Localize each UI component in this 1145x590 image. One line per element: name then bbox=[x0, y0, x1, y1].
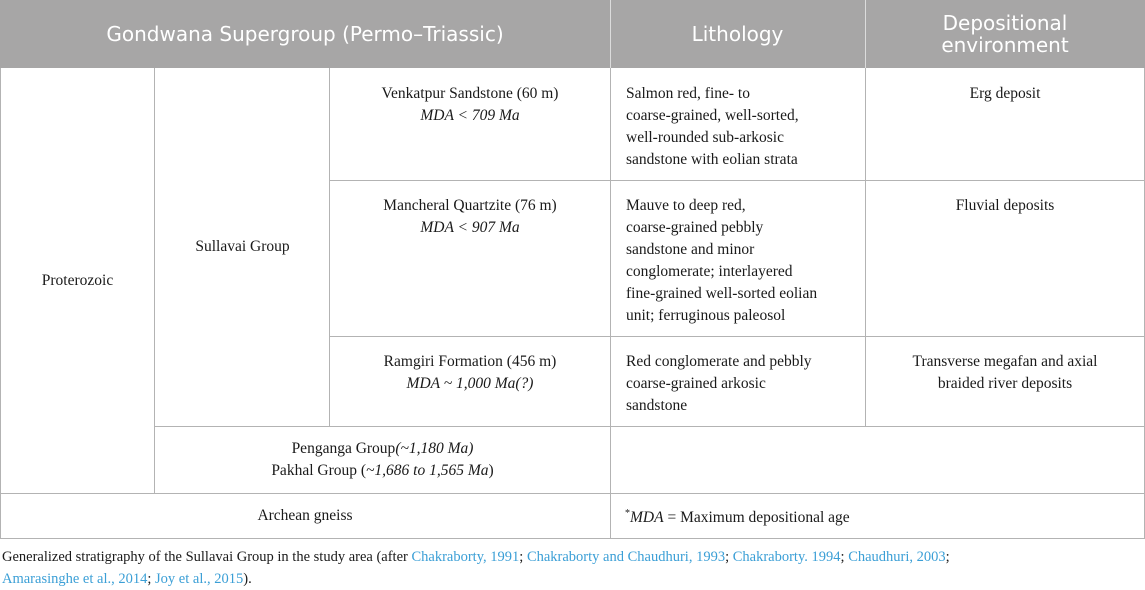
penganga-age: (~1,180 Ma) bbox=[395, 440, 474, 457]
era-cell bbox=[0, 68, 155, 493]
lithology-line: fine-grained well-sorted eolian bbox=[626, 285, 818, 302]
environment-line: Erg deposit bbox=[969, 85, 1041, 102]
lithology-line: Mauve to deep red, bbox=[626, 197, 746, 214]
header-environment-line1: Depositional bbox=[942, 11, 1068, 35]
ref-link[interactable]: Amarasinghe et al., 2014 bbox=[2, 571, 148, 587]
pakhal-name: Pakhal Group ( bbox=[271, 462, 367, 479]
environment-cell-venkatpur bbox=[866, 68, 1144, 180]
caption-suffix: ). bbox=[243, 571, 252, 587]
caption-sep: ; bbox=[519, 549, 527, 565]
header-environment-line2: environment bbox=[941, 33, 1069, 57]
table-caption bbox=[2, 546, 1142, 590]
ref-link[interactable]: Chaudhuri, 2003 bbox=[848, 549, 946, 565]
header-gondwana: Gondwana Supergroup (Permo–Triassic) bbox=[0, 0, 610, 68]
lithology-line: coarse-grained pebbly bbox=[626, 219, 764, 236]
lithology-line: coarse-grained arkosic bbox=[626, 375, 766, 392]
ref-link[interactable]: Chakraborty. 1994 bbox=[732, 549, 841, 565]
unit-name: Venkatpur Sandstone (60 m) bbox=[381, 85, 559, 102]
ref-link[interactable]: Chakraborty, 1991 bbox=[411, 549, 520, 565]
table-border-bottom bbox=[0, 538, 1145, 539]
caption-sep: ; bbox=[840, 549, 849, 565]
header-environment bbox=[865, 0, 1145, 68]
environment-line: Fluvial deposits bbox=[955, 197, 1055, 214]
lithology-line: sandstone and minor bbox=[626, 241, 755, 258]
unit-cell-mancheral bbox=[330, 180, 610, 336]
lithology-cell-mancheral bbox=[611, 180, 865, 336]
environment-line: braided river deposits bbox=[937, 375, 1073, 392]
footnote-text: = Maximum depositional age bbox=[663, 509, 850, 527]
basement-cell bbox=[0, 494, 610, 538]
footnote-cell bbox=[625, 494, 1125, 538]
caption-sep: ; bbox=[725, 549, 733, 565]
caption-sep: ; bbox=[147, 571, 156, 587]
unit-age: MDA < 907 Ma bbox=[420, 219, 520, 236]
caption-prefix: Generalized stratigraphy of the Sullavai Group in the study area (after bbox=[2, 549, 412, 565]
lower-groups-cell bbox=[155, 427, 610, 493]
ref-link[interactable]: Joy et al., 2015 bbox=[155, 571, 244, 587]
environment-cell-mancheral bbox=[866, 180, 1144, 336]
footnote-mark: * bbox=[625, 507, 630, 519]
unit-name: Mancheral Quartzite (76 m) bbox=[383, 197, 557, 214]
unit-name: Ramgiri Formation (456 m) bbox=[383, 353, 557, 370]
lithology-line: coarse-grained, well-sorted, bbox=[626, 107, 799, 124]
pakhal-group bbox=[271, 460, 493, 482]
lithology-line: sandstone bbox=[626, 397, 688, 414]
environment-line: Transverse megafan and axial bbox=[912, 353, 1098, 370]
penganga-group bbox=[292, 438, 474, 460]
environment-cell-ramgiri bbox=[866, 336, 1144, 426]
footnote bbox=[625, 503, 850, 529]
group-label: Sullavai Group bbox=[195, 238, 290, 255]
lithology-cell-ramgiri bbox=[611, 336, 865, 426]
lithology-line: sandstone with eolian strata bbox=[626, 151, 798, 168]
penganga-name: Penganga Group bbox=[291, 440, 396, 457]
lithology-line: Salmon red, fine- to bbox=[626, 85, 750, 102]
lithology-cell-venkatpur bbox=[611, 68, 865, 180]
era-label: Proterozoic bbox=[41, 271, 114, 289]
unit-cell-venkatpur bbox=[330, 68, 610, 180]
header-lithology: Lithology bbox=[610, 0, 865, 68]
caption-sep: ; bbox=[945, 549, 950, 565]
lithology-line: well-rounded sub-arkosic bbox=[626, 129, 784, 146]
footnote-abbr: MDA bbox=[630, 509, 664, 527]
unit-cell-ramgiri bbox=[330, 336, 610, 426]
header-divider bbox=[610, 0, 611, 68]
lithology-line: conglomerate; interlayered bbox=[626, 263, 793, 280]
ref-link[interactable]: Chakraborty and Chaudhuri, 1993 bbox=[526, 549, 726, 565]
pakhal-close: ) bbox=[488, 462, 494, 479]
basement-label: Archean gneiss bbox=[257, 507, 353, 524]
lithology-line: unit; ferruginous paleosol bbox=[626, 307, 786, 324]
pakhal-age: ~1,686 to 1,565 Ma bbox=[366, 462, 489, 479]
unit-age: MDA ~ 1,000 Ma(?) bbox=[406, 375, 534, 392]
unit-age: MDA < 709 Ma bbox=[420, 107, 520, 124]
lithology-line: Red conglomerate and pebbly bbox=[626, 353, 812, 370]
header-divider bbox=[865, 0, 866, 68]
group-cell bbox=[155, 68, 330, 426]
